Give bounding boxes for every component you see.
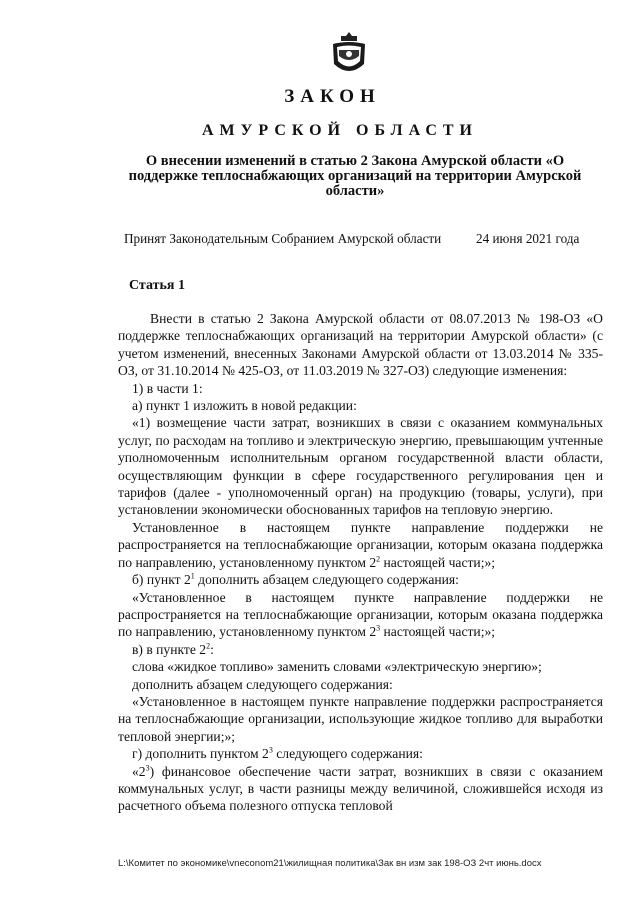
- paragraph-text: б) пункт 2: [132, 572, 191, 588]
- paragraph: [118, 571, 603, 588]
- article-body: [118, 310, 603, 815]
- coat-of-arms-emblem: [327, 30, 371, 78]
- paragraph-text: следующего содержания:: [272, 746, 423, 762]
- law-title: О внесении изменений в статью 2 Закона Амурской области «О поддержке теплоснабжающих организаций на территории Амурской области»: [128, 153, 582, 199]
- superscript: 3: [268, 745, 273, 755]
- law-heading: ЗАКОН: [284, 86, 381, 107]
- paragraph: [118, 745, 603, 762]
- paragraph-text: в) в пункте 2: [132, 641, 207, 657]
- paragraph: дополнить абзацем следующего содержания:: [132, 676, 393, 692]
- paragraph-text: «2: [132, 763, 146, 779]
- paragraph-text: ) финансовое обеспечение части затрат, возникших в связи с оказанием коммунальных услуг, в части разницы между величиной, сложившейся исходя из расчетного объема полезного отпуска тепловой: [118, 763, 603, 814]
- superscript: 2: [206, 641, 211, 651]
- paragraph-text: настоящей части;»;: [380, 554, 496, 570]
- superscript: 1: [190, 571, 195, 581]
- paragraph: 1) в части 1:: [132, 380, 203, 396]
- superscript: 3: [376, 623, 381, 633]
- paragraph: Внести в статью 2 Закона Амурской области от 08.07.2013 № 198-ОЗ «О поддержке теплоснабжающих организаций на территории Амурской области» (с учетом изменений, внесенных Законами Амурской области от 13.03.2014 № 335-ОЗ, от 31.10.2014 № 425-ОЗ, от 11.03.2019 № 327-ОЗ) следующие изменения:: [118, 311, 603, 379]
- paragraph-text: :: [210, 641, 214, 657]
- paragraph-text: настоящей части;»;: [380, 624, 496, 640]
- paragraph: [118, 763, 603, 815]
- paragraph: «1) возмещение части затрат, возникших в связи с оказанием коммунальных услуг, по расходам на топливо и электрическую энергию, превышающим учтенные уполномоченным исполнительным органом государственной власти области, осуществляющим функции в сфере государственного регулирования цен и тарифов (далее - уполномоченный орган) на продукцию (товары, услуги), при установлении экономически обоснованных тарифов на тепловую энергию.: [118, 415, 603, 518]
- paragraph-text: дополнить абзацем следующего содержания:: [194, 572, 459, 588]
- region-heading: АМУРСКОЙ ОБЛАСТИ: [202, 122, 478, 139]
- superscript: 2: [376, 554, 381, 564]
- paragraph: а) пункт 1 изложить в новой редакции:: [132, 398, 357, 414]
- article-heading: Статья 1: [129, 278, 185, 293]
- paragraph-text: «Установленное в настоящем пункте направление поддержки не распространяется на теплоснабжающие организации, которым оказана поддержка по направлению, установленному пунктом 2: [118, 589, 603, 640]
- paragraph: слова «жидкое топливо» заменить словами «электрическую энергию»;: [132, 659, 542, 675]
- paragraph-text: Установленное в настоящем пункте направление поддержки не распространяется на теплоснабжающие организации, которым оказана поддержка по направлению, установленному пунктом 2: [118, 519, 603, 570]
- file-path-footer: L:\Комитет по экономике\vneconom21\жилищная политика\Зак вн изм зак 198-ОЗ 2чт июнь.docx: [118, 858, 542, 869]
- accepted-by-text: Принят Законодательным Собранием Амурской области: [124, 231, 442, 246]
- accepted-date: 24 июня 2021 года: [476, 231, 580, 246]
- paragraph: «Установленное в настоящем пункте направление поддержки распространяется на теплоснабжающие организации, использующие жидкое топливо для выработки тепловой энергии;»;: [118, 693, 603, 744]
- paragraph: [118, 519, 603, 571]
- superscript: 3: [145, 763, 150, 773]
- paragraph: [118, 589, 603, 641]
- paragraph: [118, 641, 603, 658]
- paragraph-text: г) дополнить пунктом 2: [132, 746, 269, 762]
